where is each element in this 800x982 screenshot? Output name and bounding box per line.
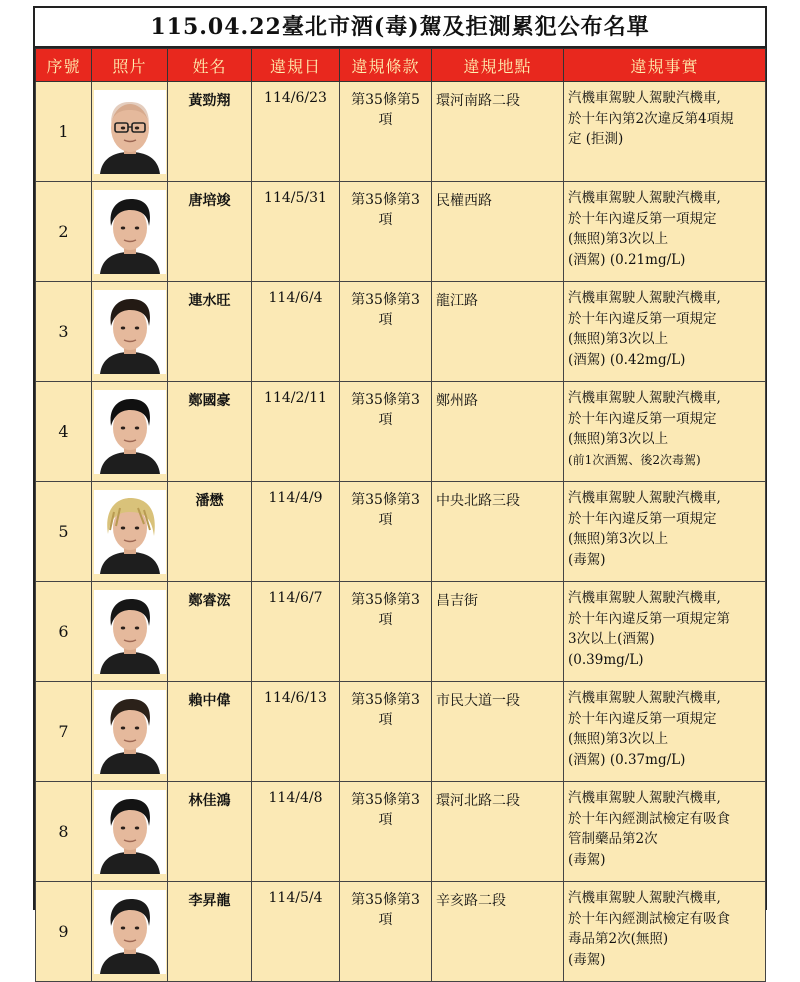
offender-name: 賴中偉	[168, 682, 252, 782]
header-location: 違規地點	[432, 49, 564, 82]
violation-location: 鄭州路	[432, 382, 564, 482]
violation-location: 辛亥路二段	[432, 882, 564, 982]
violation-date: 114/6/4	[252, 282, 340, 382]
violation-location: 民權西路	[432, 182, 564, 282]
offender-name: 鄭睿浤	[168, 582, 252, 682]
offender-list-sheet	[33, 6, 767, 968]
table-row	[36, 782, 766, 882]
violation-clause	[340, 682, 432, 782]
clause-line: 項	[378, 812, 393, 828]
mugshot-photo	[94, 790, 166, 874]
row-number: 5	[36, 482, 92, 582]
header-facts: 違規事實	[564, 49, 766, 82]
fact-line: (酒駕) (0.37mg/L)	[568, 751, 686, 768]
fact-line: 汽機車駕駛人駕駛汽機車,	[568, 390, 721, 406]
page-title: 115.04.22臺北市酒(毒)駕及拒測累犯公布名單	[35, 8, 765, 48]
row-number: 4	[36, 382, 92, 482]
mugshot-photo	[94, 490, 166, 574]
table-row	[36, 482, 766, 582]
violation-date: 114/2/11	[252, 382, 340, 482]
violation-facts	[564, 82, 766, 182]
violation-date: 114/6/7	[252, 582, 340, 682]
offender-name: 李昇龍	[168, 882, 252, 982]
fact-line: (毒駕)	[568, 851, 606, 868]
violation-facts	[564, 682, 766, 782]
table-row	[36, 82, 766, 182]
offender-table	[35, 48, 766, 982]
mugshot-photo	[94, 890, 166, 974]
row-number: 7	[36, 682, 92, 782]
header-photo: 照片	[92, 49, 168, 82]
violation-location: 龍江路	[432, 282, 564, 382]
fact-line: 於十年內經測試檢定有吸食	[568, 810, 730, 827]
violation-date: 114/5/31	[252, 182, 340, 282]
fact-line: (酒駕) (0.42mg/L)	[568, 351, 686, 368]
offender-name: 鄭國豪	[168, 382, 252, 482]
offender-name: 唐培竣	[168, 182, 252, 282]
violation-location: 中央北路三段	[432, 482, 564, 582]
fact-line: (無照)第3次以上	[568, 331, 669, 347]
photo-cell	[92, 682, 168, 782]
photo-cell	[92, 182, 168, 282]
header-name: 姓名	[168, 49, 252, 82]
fact-line: 3次以上(酒駕)	[568, 631, 655, 647]
fact-line: (毒駕)	[568, 551, 606, 568]
fact-line: (前1次酒駕、後2次毒駕)	[568, 452, 701, 467]
fact-line: 汽機車駕駛人駕駛汽機車,	[568, 90, 721, 106]
violation-location: 環河北路二段	[432, 782, 564, 882]
violation-facts	[564, 182, 766, 282]
fact-line: 汽機車駕駛人駕駛汽機車,	[568, 190, 721, 206]
clause-line: 項	[378, 612, 393, 628]
table-row	[36, 282, 766, 382]
mugshot-photo	[94, 190, 166, 274]
fact-line: 汽機車駕駛人駕駛汽機車,	[568, 890, 721, 906]
fact-line: (無照)第3次以上	[568, 731, 669, 747]
clause-line: 項	[378, 212, 393, 228]
fact-line: (無照)第3次以上	[568, 531, 669, 547]
fact-line: 汽機車駕駛人駕駛汽機車,	[568, 690, 721, 706]
photo-cell	[92, 782, 168, 882]
fact-line: (毒駕)	[568, 951, 606, 968]
clause-line: 第35條第3	[351, 292, 420, 308]
fact-line: 於十年內違反第一項規定	[568, 710, 717, 727]
mugshot-photo	[94, 390, 166, 474]
offender-name: 黃勁翔	[168, 82, 252, 182]
clause-line: 第35條第3	[351, 192, 420, 208]
violation-facts	[564, 582, 766, 682]
violation-facts	[564, 482, 766, 582]
fact-line: 汽機車駕駛人駕駛汽機車,	[568, 490, 721, 506]
fact-line: (無照)第3次以上	[568, 431, 669, 447]
violation-date: 114/4/8	[252, 782, 340, 882]
row-number: 8	[36, 782, 92, 882]
table-row	[36, 182, 766, 282]
table-row	[36, 582, 766, 682]
fact-line: 於十年內違反第一項規定	[568, 410, 717, 427]
fact-line: 於十年內經測試檢定有吸食	[568, 910, 730, 927]
clause-line: 項	[378, 712, 393, 728]
clause-line: 第35條第3	[351, 892, 420, 908]
photo-cell	[92, 482, 168, 582]
clause-line: 第35條第3	[351, 492, 420, 508]
violation-facts	[564, 282, 766, 382]
offender-name: 林佳鴻	[168, 782, 252, 882]
fact-line: 於十年內違反第一項規定	[568, 510, 717, 527]
fact-line: 定 (拒測)	[568, 131, 624, 147]
fact-line: 於十年內違反第一項規定	[568, 210, 717, 227]
violation-clause	[340, 582, 432, 682]
clause-line: 項	[378, 312, 393, 328]
fact-line: 於十年內違反第一項規定	[568, 310, 717, 327]
clause-line: 第35條第5	[351, 92, 420, 108]
violation-date: 114/6/23	[252, 82, 340, 182]
violation-clause	[340, 482, 432, 582]
clause-line: 第35條第3	[351, 592, 420, 608]
violation-clause	[340, 282, 432, 382]
row-number: 1	[36, 82, 92, 182]
clause-line: 項	[378, 112, 393, 128]
offender-name: 潘懋	[168, 482, 252, 582]
violation-location: 市民大道一段	[432, 682, 564, 782]
violation-location: 環河南路二段	[432, 82, 564, 182]
clause-line: 第35條第3	[351, 392, 420, 408]
fact-line: (0.39mg/L)	[568, 651, 644, 668]
fact-line: 於十年內第2次違反第4項規	[568, 110, 734, 127]
violation-clause	[340, 382, 432, 482]
fact-line: (酒駕) (0.21mg/L)	[568, 251, 686, 268]
row-number: 6	[36, 582, 92, 682]
fact-line: 汽機車駕駛人駕駛汽機車,	[568, 790, 721, 806]
violation-date: 114/4/9	[252, 482, 340, 582]
clause-line: 項	[378, 912, 393, 928]
clause-line: 項	[378, 412, 393, 428]
violation-facts	[564, 882, 766, 982]
violation-clause	[340, 882, 432, 982]
header-no: 序號	[36, 49, 92, 82]
row-number: 9	[36, 882, 92, 982]
fact-line: 汽機車駕駛人駕駛汽機車,	[568, 290, 721, 306]
mugshot-photo	[94, 90, 166, 174]
violation-clause	[340, 782, 432, 882]
header-date: 違規日	[252, 49, 340, 82]
mugshot-photo	[94, 590, 166, 674]
table-row	[36, 382, 766, 482]
table-row	[36, 682, 766, 782]
violation-clause	[340, 182, 432, 282]
violation-location: 昌吉街	[432, 582, 564, 682]
row-number: 2	[36, 182, 92, 282]
photo-cell	[92, 382, 168, 482]
table-header-row	[36, 49, 766, 82]
row-number: 3	[36, 282, 92, 382]
violation-date: 114/5/4	[252, 882, 340, 982]
fact-line: 毒品第2次(無照)	[568, 931, 669, 947]
clause-line: 項	[378, 512, 393, 528]
photo-cell	[92, 582, 168, 682]
header-law: 違規條款	[340, 49, 432, 82]
photo-cell	[92, 882, 168, 982]
offender-name: 連水旺	[168, 282, 252, 382]
photo-cell	[92, 82, 168, 182]
clause-line: 第35條第3	[351, 792, 420, 808]
mugshot-photo	[94, 290, 166, 374]
fact-line: 汽機車駕駛人駕駛汽機車,	[568, 590, 721, 606]
violation-facts	[564, 382, 766, 482]
fact-line: 於十年內違反第一項規定第	[568, 610, 730, 627]
violation-clause	[340, 82, 432, 182]
fact-line: (無照)第3次以上	[568, 231, 669, 247]
mugshot-photo	[94, 690, 166, 774]
photo-cell	[92, 282, 168, 382]
table-row	[36, 882, 766, 982]
violation-date: 114/6/13	[252, 682, 340, 782]
violation-facts	[564, 782, 766, 882]
clause-line: 第35條第3	[351, 692, 420, 708]
fact-line: 管制藥品第2次	[568, 831, 658, 847]
